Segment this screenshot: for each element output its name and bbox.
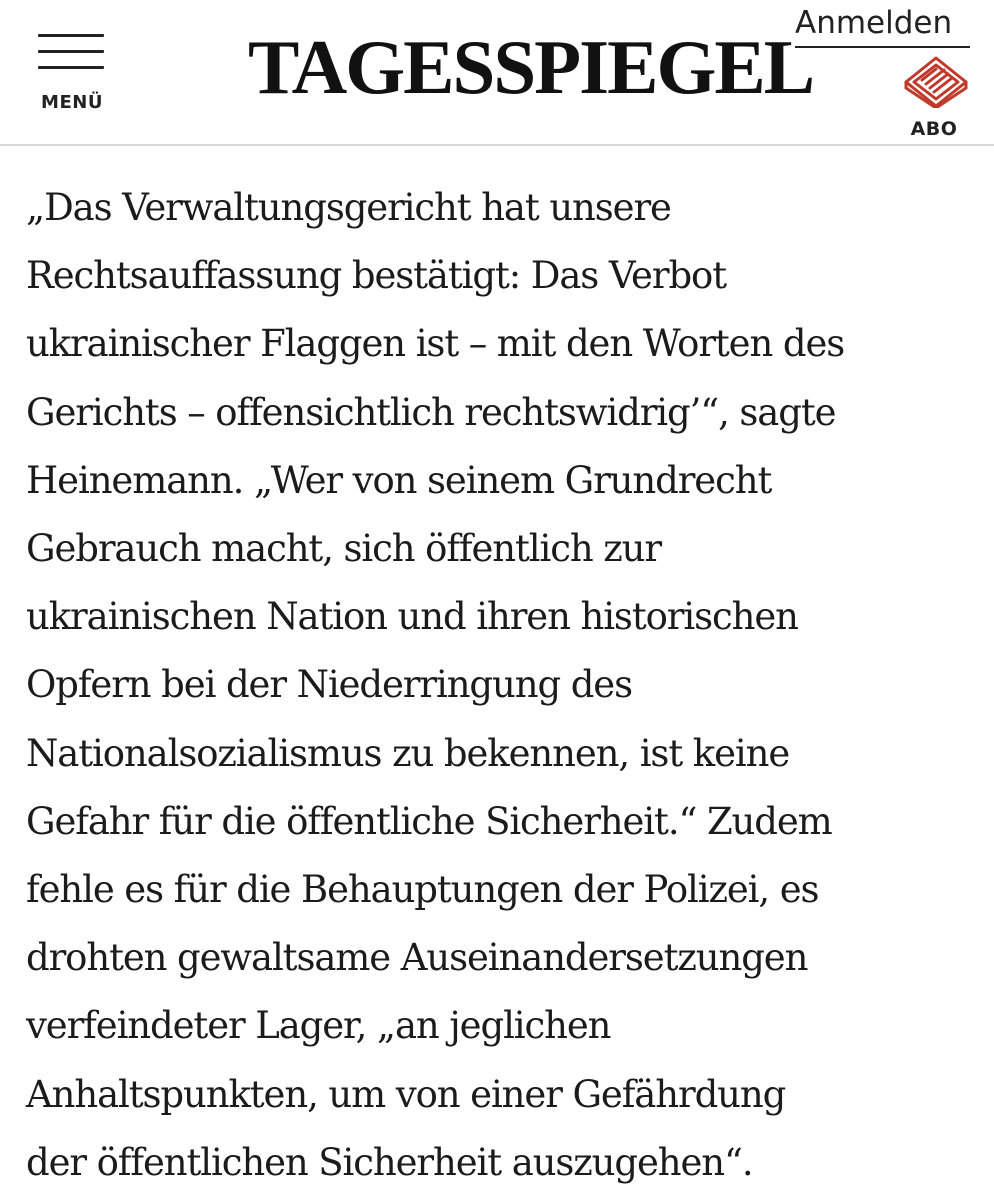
hamburger-menu-icon [38, 34, 104, 70]
paragraph-line: „Das Verwaltungsgericht hat unsere [26, 186, 671, 229]
newspaper-icon [902, 52, 970, 108]
menu-button[interactable] [36, 30, 108, 120]
abo-button[interactable] [896, 52, 976, 142]
paragraph-line: der öffentlichen Sicherheit auszugehen“. [26, 1140, 753, 1184]
login-link[interactable]: Anmelden [795, 2, 970, 48]
site-header [0, 0, 994, 146]
paragraph-line: Heinemann. „Wer von seinem Grundrecht [26, 458, 772, 502]
paragraph-line: Gebrauch macht, sich öffentlich zur [26, 527, 661, 571]
paragraph-line: ukrainischen Nation und ihren historischen [26, 595, 798, 639]
paragraph-line: verfeindeter Lager, „an jeglichen [26, 1004, 611, 1048]
abo-label: ABO [910, 118, 958, 140]
paragraph-line: ukrainischer Flaggen ist – mit den Worten des [26, 322, 845, 366]
paragraph-line: Opfern bei der Niederringung des [26, 663, 632, 707]
article-paragraph [26, 174, 978, 1197]
paragraph-line: fehle es für die Behauptungen der Polizei, es [26, 868, 819, 912]
menu-label: MENÜ [41, 92, 103, 113]
paragraph-line: drohten gewaltsame Auseinandersetzungen [26, 936, 808, 980]
article-body [26, 174, 978, 1197]
paragraph-line: Rechtsauffassung bestätigt: Das Verbot [26, 254, 726, 298]
paragraph-line: Gerichts – offensichtlich rechtswidrig’“, sagte [26, 390, 836, 434]
paragraph-line: Nationalsozialismus zu bekennen, ist keine [26, 731, 790, 775]
paragraph-line: Gefahr für die öffentliche Sicherheit.“ Zudem [26, 799, 832, 843]
site-logo[interactable]: TAGESSPIEGEL [248, 24, 814, 110]
paragraph-line: Anhaltspunkten, um von einer Gefährdung [26, 1072, 786, 1116]
